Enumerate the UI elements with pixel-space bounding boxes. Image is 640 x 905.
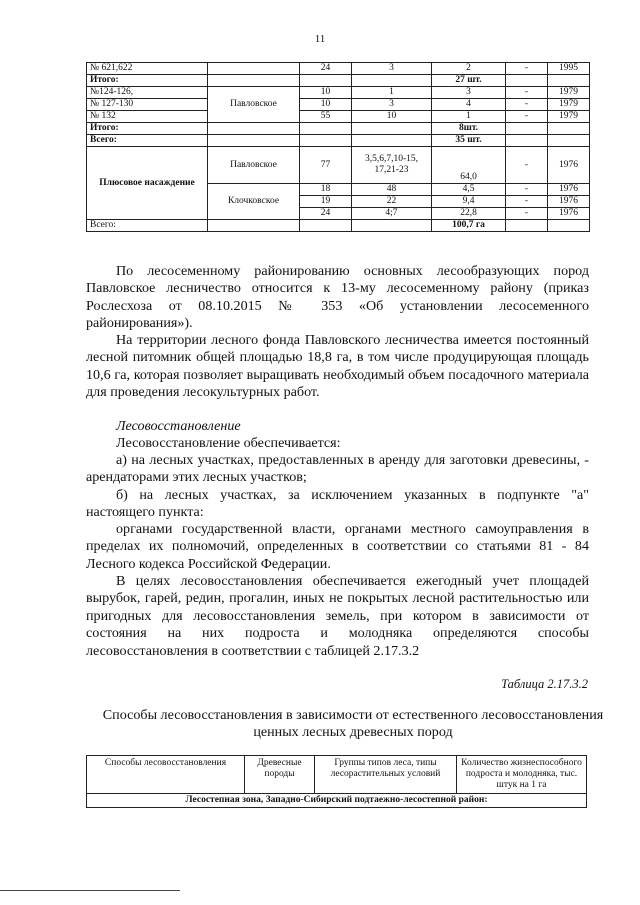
table-cell: №124-126, [87,87,208,99]
page-number: 11 [314,33,326,45]
table-cell: 100,7 га [432,220,506,232]
table-cell: 1976 [548,147,590,184]
table-cell [208,123,300,135]
table-cell: 1979 [548,111,590,123]
paragraph-item-b: б) на лесных участках, за исключением указанных в подпункте "а" настоящего пункта: [86,487,589,521]
paragraph-nursery: На территории лесного фонда Павловского лесничества имеется постоянный лесной питомник общей площадью 18,8 га, в том числе продуцирующая площадь 10,6 га, которая позволяет выращивать необходимый объем посадочного материала для проведения лесокультурных работ. [86,332,589,401]
paragraph-provision: Лесовосстановление обеспечивается: [116,435,341,451]
section-title: Способы лесовосстановления в зависимости от естественного лесовосстановления ценных лесных древесных пород [102,707,604,741]
table-cell: Всего: [87,135,208,147]
zone-row: Лесостепная зона, Западно-Сибирский подтаежно-лесостепной район: [87,794,587,808]
seed-plantations-table [86,62,590,232]
table-cell [300,75,352,87]
table-cell [506,123,548,135]
table-cell: Итого: [87,123,208,135]
table-cell: № 132 [87,111,208,123]
table-cell: 1976 [548,208,590,220]
table-cell: 1995 [548,63,590,75]
table-row [87,99,590,111]
table-cell: 19 [300,196,352,208]
table-cell [548,220,590,232]
table-cell: 64,0 [432,147,506,184]
table-cell: 1976 [548,184,590,196]
table-row [87,63,590,75]
table-cell: - [506,99,548,111]
footer-divider [0,890,180,891]
section-heading-reforestation: Лесовосстановление [116,418,241,434]
table-row [87,794,587,808]
table-cell [208,75,300,87]
table-cell: 4;7 [352,208,432,220]
table-row [87,123,590,135]
table-cell: 55 [300,111,352,123]
table-row [87,147,590,184]
table-cell [208,220,300,232]
table-cell: - [506,196,548,208]
table-cell: 1 [352,87,432,99]
reforestation-methods-table [86,755,587,808]
table-cell: Всего: [87,220,208,232]
table-cell [548,135,590,147]
table-cell: - [506,87,548,99]
table-cell: 9,4 [432,196,506,208]
paragraph-annual-accounting: В целях лесовосстановления обеспечивается ежегодный учет площадей вырубок, гарей, редин, прогалин, иных не покрытых лесной растительностью или пригодных для лесовосстановления земель, при котором в зависимости от состояния на них подроста и молодняка определяются способы лесовосстановления в соответствии с таблицей 2.17.3.2 [86,573,589,659]
table-cell: 22,8 [432,208,506,220]
table-cell: 4,5 [432,184,506,196]
table-cell: Павловское [208,147,300,184]
table-cell: 10 [300,99,352,111]
table-cell: 3,5,6,7,10-15, 17,21-23 [352,147,432,184]
column-header: Способы лесовосстановления [87,756,245,794]
table-cell [352,75,432,87]
table-cell: 35 шт. [432,135,506,147]
table-cell: 1976 [548,196,590,208]
table-caption: Таблица 2.17.3.2 [501,677,588,691]
table-cell: 48 [352,184,432,196]
column-header: Древесные породы [245,756,315,794]
table-cell: № 621,622 [87,63,208,75]
table-cell [506,220,548,232]
table-cell: Клочковское [208,184,300,220]
table-cell: 3 [432,87,506,99]
column-header: Группы типов леса, типы лесорастительных условий [315,756,457,794]
table-cell [506,75,548,87]
table-cell [352,220,432,232]
table-cell: 1 [432,111,506,123]
table-row [87,87,590,99]
table-cell: - [506,147,548,184]
column-header: Количество жизнеспособного подроста и молодняка, тыс. штук на 1 га [457,756,587,794]
table-cell: Павловское [208,87,300,123]
table-cell [506,135,548,147]
table-cell [300,123,352,135]
table-cell: 8шт. [432,123,506,135]
table-cell: - [506,184,548,196]
table-cell: 24 [300,63,352,75]
table-cell: 24 [300,208,352,220]
table-cell: 4 [432,99,506,111]
table-row [87,135,590,147]
table-cell [548,123,590,135]
table-cell [208,135,300,147]
table-cell: 18 [300,184,352,196]
table-cell [208,63,300,75]
table-cell: - [506,63,548,75]
table-cell [300,220,352,232]
table-cell: 1979 [548,87,590,99]
table-cell: Итого: [87,75,208,87]
table-row [87,220,590,232]
table-cell: - [506,111,548,123]
table-row [87,75,590,87]
table-cell: № 127-130 [87,99,208,111]
table-cell: 3 [352,63,432,75]
table-cell: 3 [352,99,432,111]
table-cell [352,123,432,135]
table-header-row [87,756,587,794]
table-cell: 1979 [548,99,590,111]
table-cell: 2 [432,63,506,75]
table-cell: 10 [352,111,432,123]
table-cell: 27 шт. [432,75,506,87]
table-cell: 77 [300,147,352,184]
paragraph-authorities: органами государственной власти, органами местного самоуправления в пределах их полномочий, определенных в соответствии со статьями 81 - 84 Лесного кодекса Российской Федерации. [86,521,589,572]
table-row [87,111,590,123]
table-cell: 10 [300,87,352,99]
table-cell [548,75,590,87]
table-cell: - [506,208,548,220]
table-cell [352,135,432,147]
table-cell: Плюсовое насаждение [87,147,208,220]
paragraph-seed-zoning: По лесосеменному районированию основных лесообразующих пород Павловское лесничество относится к 13-му лесосеменному району (приказ Рослесхоза от 08.10.2015 № 353 «Об установлении лесосеменного районирования»). [86,263,589,332]
table-cell [300,135,352,147]
paragraph-item-a: а) на лесных участках, предоставленных в аренду для заготовки древесины, - арендаторами этих лесных участков; [86,452,589,486]
table-cell: 22 [352,196,432,208]
